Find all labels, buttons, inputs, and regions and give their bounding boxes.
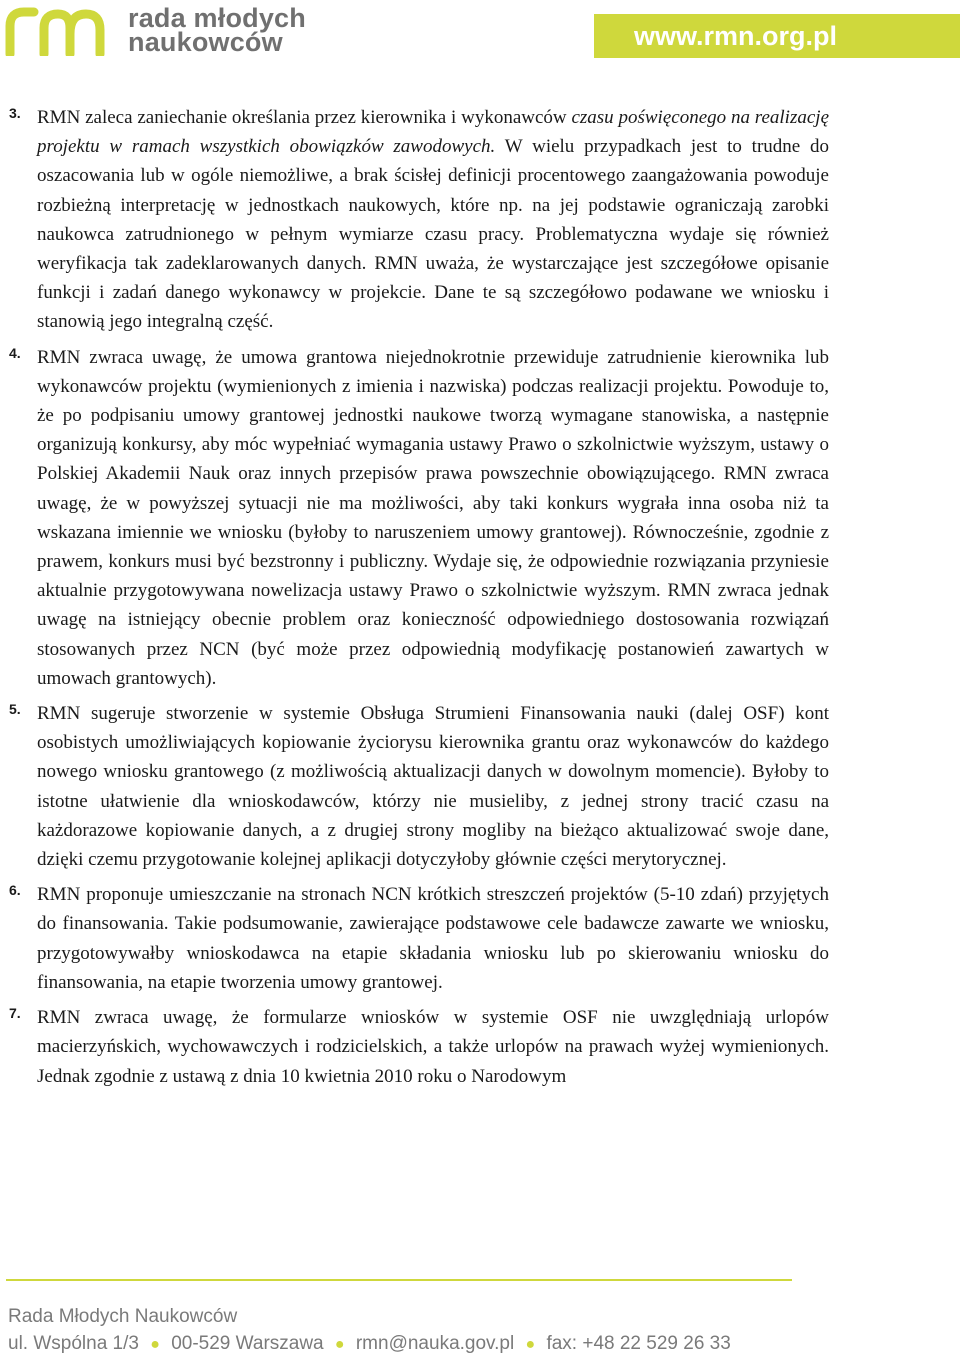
footer-divider <box>6 1279 792 1281</box>
list-item-5 <box>0 699 829 874</box>
list-item-7 <box>0 1003 829 1091</box>
rmn-logo-icon <box>4 4 120 56</box>
page-header <box>0 0 960 80</box>
item-text: RMN sugeruje stworzenie w systemie Obsługa Strumieni Finansowania nauki (dalej OSF) kont osobistych umożliwiających kopiowanie życiorysu kierownika grantu oraz wykonawców do każdego nowego wniosku grantowego (z możliwością aktualizacji danych w dowolnym momencie). Byłoby to istotne ułatwienie dla wnioskodawców, którzy nie musieliby, z jednej strony tracić czasu na każdorazowe kopiowanie danych, a z drugiej strony mogliby na bieżąco aktualizować swoje dane, dzięki czemu przygotowanie kolejnej aplikacji dotyczyłoby głównie części merytorycznej. <box>37 703 829 871</box>
list-item-4 <box>0 343 829 693</box>
logo-line-1: rada młodych <box>128 3 306 33</box>
url-banner <box>594 14 960 58</box>
item-number: 5. <box>9 701 21 718</box>
bullet-icon: ● <box>525 1336 536 1353</box>
footer-contact <box>8 1333 731 1355</box>
footer-postal: 00-529 Warszawa <box>171 1333 324 1354</box>
logo-line-2: naukowców <box>128 27 283 57</box>
bullet-icon: ● <box>334 1336 345 1353</box>
item-text <box>37 103 829 337</box>
item-text-italic: czasu poświęconego na realizację projektu w ramach wszystkich obowiązków zawodowych. <box>37 107 830 158</box>
item-number: 7. <box>9 1005 21 1022</box>
item-text: RMN zwraca uwagę, że formularze wniosków w systemie OSF nie uwzględniają urlopów macierzyńskich, wychowawczych i rodzicielskich, a także urlopów na prawach wyżej wymienionych. Jednak zgodnie z ustawą z dnia 10 kwietnia 2010 roku o Narodowym <box>37 1007 829 1087</box>
item-text: RMN proponuje umieszczanie na stronach NCN krótkich streszczeń projektów (5-10 zdań) przyjętych do finansowania. Takie podsumowanie, zawierające podstawowe cele badawcze zawarte we wniosku, przygotowywałby wnioskodawca na etapie składania wniosku lub po skierowaniu wniosku do finansowania, na etapie tworzenia umowy grantowej. <box>37 884 829 993</box>
logo-wordmark <box>128 3 306 57</box>
footer-fax: fax: +48 22 529 26 33 <box>546 1333 731 1354</box>
footer-address: ul. Wspólna 1/3 <box>8 1333 139 1354</box>
item-text-part: RMN zaleca zaniechanie określania przez kierownika i wykonawców <box>37 107 572 128</box>
bullet-icon: ● <box>150 1336 160 1353</box>
item-text-part: W wielu przypadkach jest to trudne do oszacowania lub w ogóle niemożliwe, a brak ścisłej definicji procentowego zaangażowania powoduje rozbieżną interpretację w jednostkach naukowych, które np. na jej podstawie ograniczają zarobki naukowca zatrudnionego w pełnym wymiarze czasu pracy. Problematyczna wydaje się również weryfikacja tak zadeklarowanych danych. RMN uważa, że wystarczające jest szczegółowe opisanie funkcji i zadań danego wykonawcy w projekcie. Dane te są szczegółowo podawane we wniosku i stanowią jego integralną część. <box>37 136 829 333</box>
item-number: 4. <box>9 344 21 361</box>
item-text: RMN zwraca uwagę, że umowa grantowa niejednokrotnie przewiduje zatrudnienie kierownika lub wykonawców projektu (wymienionych z imienia i nazwiska) podczas realizacji projektu. Powoduje to, że po podpisaniu umowy grantowej jednostki naukowe tworzą wymagane stanowiska, a następnie organizują konkursy, aby móc wypełniać wymagania ustawy Prawo o szkolnictwie wyższym, ustawy o Polskiej Akademii Nauk oraz innych przepisów prawa powszechnie obowiązującego. RMN zwraca uwagę, że w powyższej sytuacji nie ma możliwości, aby taki konkurs wygrała inna osoba niż ta wskazana imiennie we wniosku (byłoby to naruszeniem umowy grantowej). Równocześnie, zgodnie z prawem, konkurs musi być bezstronny i publiczny. Wydaje się, że odpowiednie rozwiązania przyniesie aktualnie przygotowywana nowelizacja ustawy Prawo o szkolnictwie wyższym. RMN zwraca jednak uwagę na istniejący obecnie problem oraz konieczność odpowiedniego dostosowania rozwiązań stosowanych przez NCN (być może przez odpowiednią modyfikację postanowień zawartych w umowach grantowych). <box>37 346 829 689</box>
website-link[interactable]: www.rmn.org.pl <box>634 21 838 51</box>
item-number: 3. <box>9 105 21 121</box>
item-number: 6. <box>9 882 21 899</box>
list-item-3 <box>0 103 829 337</box>
document-body <box>0 103 960 1097</box>
footer-email-link[interactable]: rmn@nauka.gov.pl <box>355 1333 515 1354</box>
footer-organization: Rada Młodych Naukowców <box>8 1306 238 1327</box>
list-item-6 <box>0 880 829 997</box>
